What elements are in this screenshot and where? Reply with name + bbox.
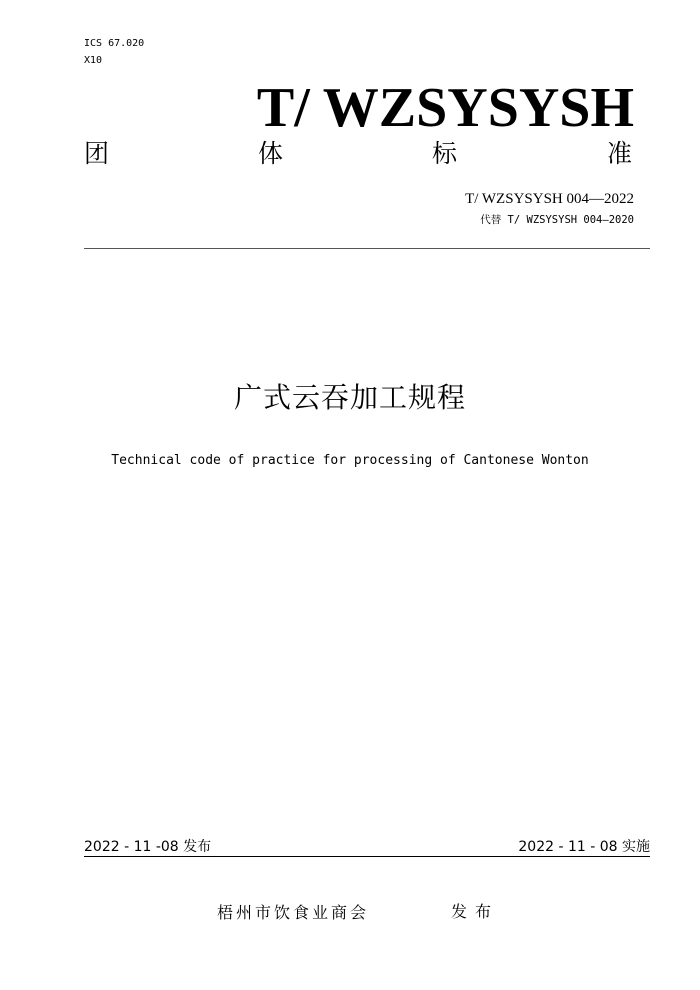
group-standard-char: 体 xyxy=(258,139,284,168)
classification-code: X10 xyxy=(84,55,103,66)
issue-label: 发布 xyxy=(451,902,500,921)
group-standard-char: 标 xyxy=(432,139,458,168)
title-chinese: 广式云吞加工规程 xyxy=(233,381,466,414)
group-standard-char: 团 xyxy=(84,139,110,168)
standard-code: T/ WZSYSYSH xyxy=(256,77,634,139)
document-number: T/ WZSYSYSH 004—2022 xyxy=(465,191,634,207)
top-divider xyxy=(84,248,650,249)
ics-code: ICS 67.020 xyxy=(84,38,145,49)
bottom-divider xyxy=(84,856,650,857)
issuing-organization: 梧州市饮食业商会 xyxy=(217,903,370,922)
implementation-date: 2022 - 11 - 08 实施 xyxy=(518,839,650,855)
title-english: Technical code of practice for processing of Cantonese Wonton xyxy=(111,453,589,468)
issue-date: 2022 - 11 -08 发布 xyxy=(84,839,212,855)
replaces-note: 代替 T/ WZSYSYSH 004—2020 xyxy=(480,214,634,226)
group-standard-char: 准 xyxy=(607,139,633,168)
